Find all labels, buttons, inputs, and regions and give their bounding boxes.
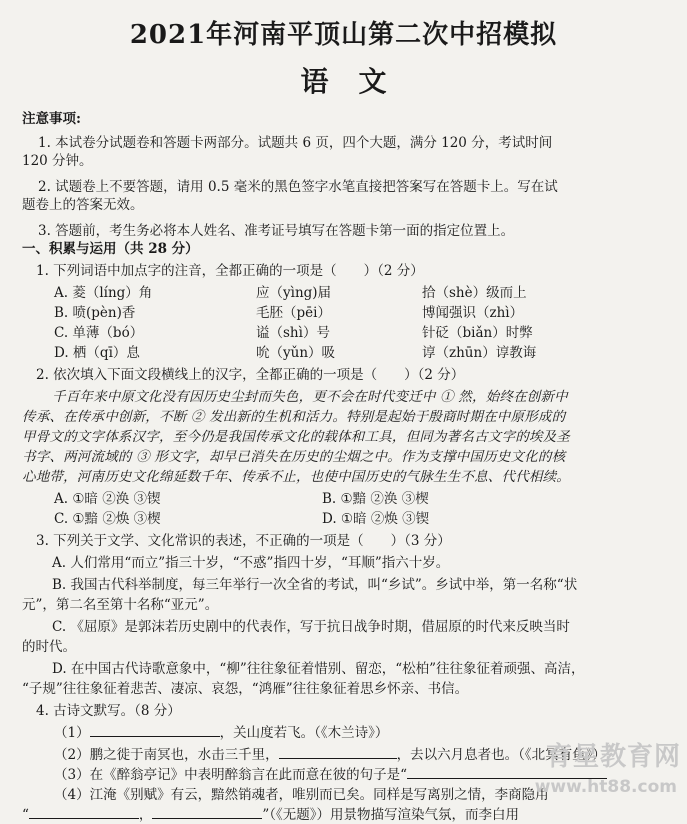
notice-heading: 注意事项:: [22, 111, 81, 127]
answer-blank[interactable]: [29, 806, 139, 819]
q4-line-2-prefix: （2）鹏之徙于南冥也，水击三千里，: [54, 747, 279, 763]
q4-line-5-suffix: ”（《无题》）用景物描写渲染气氛，而李白用: [262, 807, 520, 823]
q1-option-b-2: 毛胚（pēi）: [256, 305, 331, 321]
q4-line-3-prefix: （3）在《醉翁亭记》中表明醉翁言在此而意在彼的句子是“: [54, 767, 407, 783]
answer-blank[interactable]: [279, 746, 397, 759]
q2-passage-line: 书字、两河流域的 ③ 形文字，却早已消失在历史的尘烟之中。作为支撑中国历史文化的核: [22, 449, 566, 465]
subject-title: 语文: [300, 65, 417, 98]
notice-item-2: 2. 试题卷上不要答题，请用 0.5 毫米的黑色签字水笔直接把答案写在答题卡上。写在试: [38, 179, 558, 195]
q2-passage-line: 心地带，河南历史文化绵延数千年、传承不止，也使中国历史的气脉生生不息、代代相续。: [22, 469, 570, 485]
q1-option-row: [22, 304, 672, 322]
section-1-heading: 一、积累与运用（共 28 分）: [22, 241, 199, 257]
q2-passage-line: 甲骨文的文字体系汉字，至今仍是我国传承文化的载体和工具，但同为著名古文字的埃及圣: [22, 429, 570, 445]
q2-option-c: C. ①黯 ②焕 ③楔: [54, 511, 161, 527]
q1-option-row: [22, 324, 672, 342]
q2-option-d: D. ①暗 ②焕 ③锲: [322, 511, 430, 527]
q3-option-a: A. 人们常用“而立”指三十岁，“不惑”指四十岁，“耳顺”指六十岁。: [52, 555, 450, 571]
q1-option-a-3: 拾（shè）级而上: [422, 285, 527, 301]
q3-option-b-cont: 元”，第二名至第十名称“亚元”。: [22, 597, 219, 613]
q4-line-1-suffix: ，关山度若飞。（《木兰诗》）: [219, 725, 389, 741]
q1-option-c-1: C. 单薄（bó）: [54, 325, 144, 341]
q3-option-c-cont: 的时代。: [22, 639, 76, 655]
question-1-stem: 1. 下列词语中加点字的注音，全都正确的一项是（ ）（2 分）: [36, 263, 424, 279]
q1-option-b-1: B. 喷(pèn)香: [54, 305, 136, 321]
q4-line-5-comma: ，: [138, 807, 153, 823]
q1-option-c-3: 针砭（biǎn）时弊: [422, 325, 533, 341]
q1-option-d-1: D. 栖（qī）息: [54, 345, 140, 361]
q3-option-c: C. 《屈原》是郭沫若历史剧中的代表作，写于抗日战争时期，借屈原的时代来反映当时: [52, 619, 570, 635]
notice-item-1-cont: 120 分钟。: [22, 153, 93, 169]
q2-option-a: A. ①暗 ②涣 ③锲: [54, 491, 161, 507]
q1-option-a-2: 应（yìng)届: [256, 285, 332, 301]
watermark-brand: 育星教育网: [545, 742, 681, 772]
q2-passage-line: 传承、在传承中创新，不断 ② 发出新的生机和活力。特别是起始于殷商时期在中原形成的: [22, 409, 566, 425]
q2-option-b: B. ①黯 ②涣 ③楔: [322, 491, 429, 507]
q3-option-b: B. 我国古代科举制度，每三年举行一次全省的考试，叫“乡试”。乡试中举，第一名称“状: [52, 577, 578, 593]
question-3-stem: 3. 下列关于文学、文化常识的表述，不正确的一项是（ ）（3 分）: [36, 533, 451, 549]
exam-title: 2021年河南平顶山第二次中招模拟: [129, 20, 558, 50]
q4-line-2-suffix: ，去以六月息者也。（《北冥有鱼》）: [396, 747, 606, 763]
q3-option-d-cont: “子规”往往象征着悲苦、凄凉、哀怨，“鸿雁”往往象征着思乡怀亲、书信。: [22, 681, 469, 697]
q1-option-row: [22, 284, 672, 302]
q2-option-row: [22, 490, 672, 508]
notice-item-2-cont: 题卷上的答案无效。: [22, 197, 144, 213]
q3-option-d: D. 在中国古代诗歌意象中，“柳”往往象征着惜别、留恋，“松柏”往往象征着顽强、高洁，: [52, 661, 585, 677]
q1-option-d-2: 吮（yǔn）吸: [256, 345, 336, 361]
answer-blank[interactable]: [152, 806, 262, 819]
q2-passage-line: 千百年来中原文化没有因历史尘封而失色，更不会在时代变迁中 ① 然，始终在创新中: [52, 389, 568, 405]
q1-option-d-3: 谆（zhūn）谆教诲: [422, 345, 537, 361]
q1-option-a-1: A. 菱（líng）角: [54, 285, 153, 301]
question-2-stem: 2. 依次填入下面文段横线上的汉字，全都正确的一项是（ ）（2 分）: [36, 367, 465, 383]
watermark-url: www.ht88.com: [534, 777, 677, 797]
q1-option-row: [22, 344, 672, 362]
notice-item-3: 3. 答题前，考生务必将本人姓名、准考证号填写在答题卡第一面的指定位置上。: [38, 223, 515, 239]
q4-line-5: [22, 806, 672, 824]
notice-item-1: 1. 本试卷分试题卷和答题卡两部分。试题共 6 页，四个大题，满分 120 分，考试时间: [38, 135, 553, 151]
q1-option-b-3: 博闻强识（zhì）: [422, 305, 524, 321]
q4-line-5-open-quote: “: [22, 807, 29, 823]
question-4-stem: 4. 古诗文默写。（8 分）: [36, 703, 181, 719]
q4-line-1-prefix: （1）: [54, 725, 90, 741]
q4-line-4: （4）江淹《别赋》有云，黯然销魂者，唯别而已矣。同样是写离别之情，李商隐用: [54, 787, 549, 803]
answer-blank[interactable]: [90, 724, 220, 737]
q1-option-c-2: 谥（shì）号: [256, 325, 330, 341]
q2-option-row: [22, 510, 672, 528]
